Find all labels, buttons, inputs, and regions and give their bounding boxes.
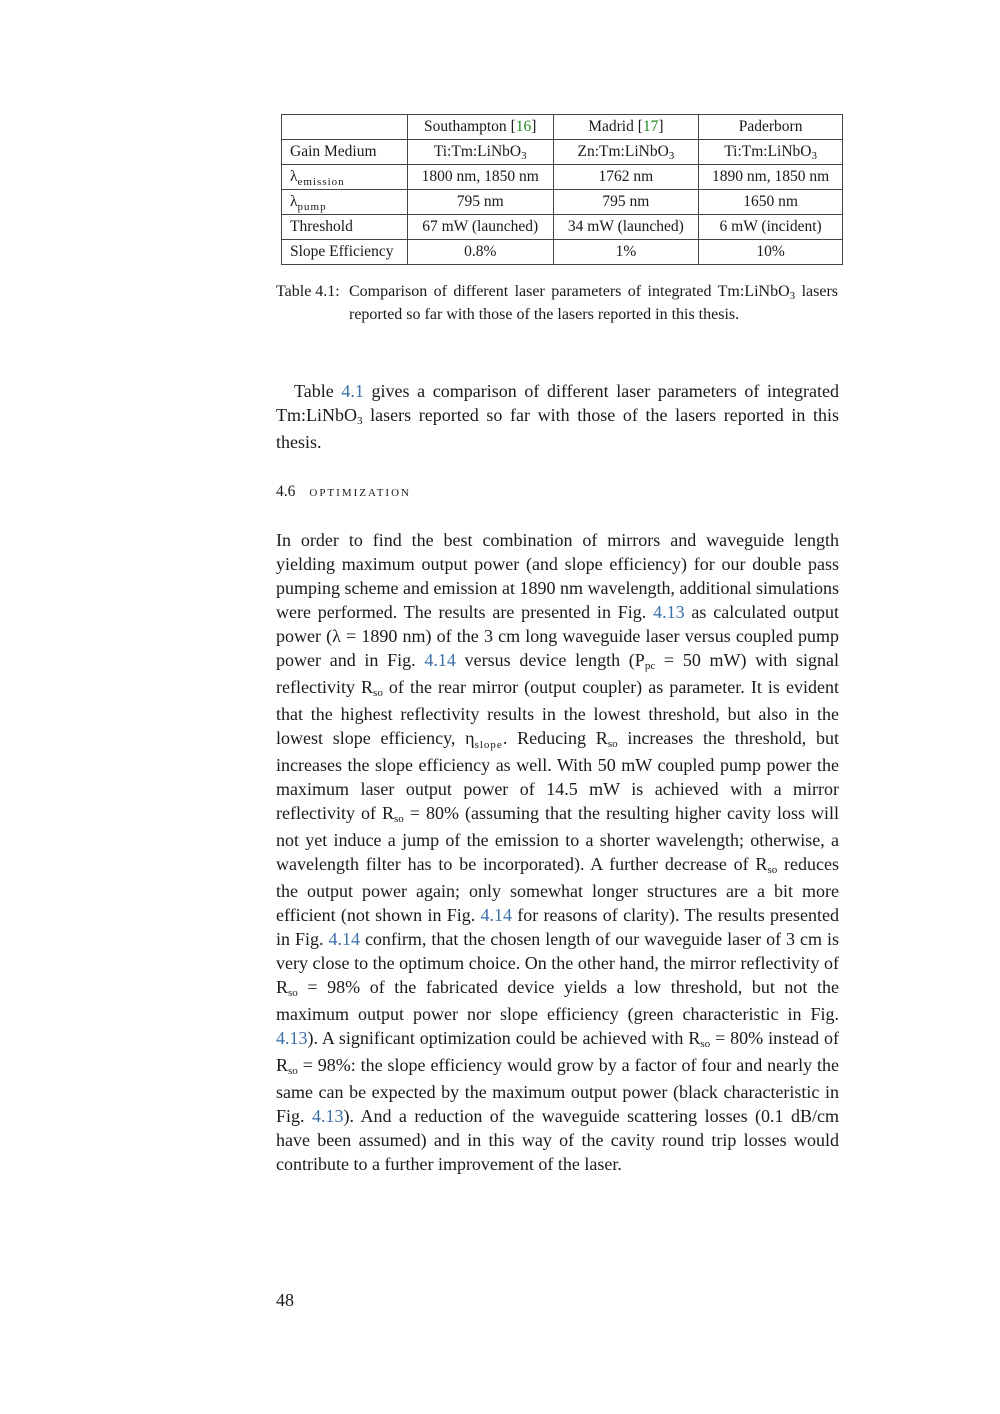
- cell-gain-paderborn: [699, 140, 843, 165]
- table-row: [282, 190, 843, 215]
- cell-slope-madrid: 1%: [553, 240, 699, 265]
- row-label-lambda-emission: [282, 165, 408, 190]
- text-run: of the rear mirror (output coupler) as parameter. It is evident that the highest reflectivity results in the lowest threshold, but also in the lowest slope efficiency, η: [276, 677, 839, 748]
- table-row: [282, 140, 843, 165]
- text-run: In order to find the best combination of mirrors and waveguide length yielding maximum output power (and slope efficiency) for our double pass pumping scheme and emission at 1890 nm wavelength, additional simulations were performed. The results are presented in Fig.: [276, 530, 839, 622]
- figure-ref-link[interactable]: 4.14: [424, 650, 456, 670]
- text-run: ). And a reduction of the waveguide scattering losses (0.1 dB/cm have been assumed) and in this way of the cavity round trip losses would contribute to a further improvement of the laser.: [276, 1106, 839, 1174]
- cell-text: Ti:Tm:LiNbO: [433, 143, 522, 161]
- subscript: 3: [789, 290, 796, 302]
- caption-text-a: Comparison of different laser parameters of integrated Tm:LiNbO: [349, 283, 790, 300]
- subscript: so: [288, 1065, 298, 1077]
- text-run: Table: [294, 381, 342, 401]
- paragraph-optimization: [276, 528, 839, 1176]
- caption-text-b: lasers reported so far with those of the lasers reported in this thesis.: [349, 283, 839, 323]
- cell-gain-madrid: [553, 140, 699, 165]
- text-run: = 98%: the slope efficiency would grow by a factor of four and nearly the same can be expected by the maximum output power (black characteristic in Fig.: [276, 1055, 839, 1126]
- subscript: so: [700, 1038, 711, 1050]
- row-label-lambda-pump: [282, 190, 408, 215]
- lambda-symbol: λ: [290, 193, 298, 211]
- figure-ref-link[interactable]: 4.14: [480, 905, 513, 925]
- cell-pump-paderborn: 1650 nm: [699, 190, 843, 215]
- cell-emission-madrid: 1762 nm: [553, 165, 699, 190]
- paragraph-table-intro: [276, 379, 839, 454]
- row-label-gain-medium: Gain Medium: [282, 140, 408, 165]
- table-row: [282, 215, 843, 240]
- cell-slope-paderborn: 10%: [699, 240, 843, 265]
- cell-threshold-madrid: 34 mW (launched): [553, 215, 699, 240]
- row-label-slope-efficiency: Slope Efficiency: [282, 240, 408, 265]
- table-corner-cell: [282, 115, 408, 140]
- citation-link-16[interactable]: 16: [515, 118, 532, 136]
- text-run: gives a comparison of different laser parameters of integrated Tm:LiNbO: [276, 381, 839, 425]
- table-ref-link[interactable]: 4.1: [341, 381, 364, 401]
- caption-label: Table 4.1:: [276, 283, 340, 300]
- citation-link-17[interactable]: 17: [642, 118, 659, 136]
- subscript: 3: [811, 150, 817, 163]
- subscript: so: [288, 987, 298, 999]
- text-run: increases the threshold, but increases the slope efficiency as well. With 50 mW coupled pump power the maximum laser output power of 14.5 mW is achieved with a mirror reflectivity of R: [276, 728, 840, 823]
- table-row: [282, 165, 843, 190]
- table-caption: [276, 281, 838, 325]
- cell-text: Zn:Tm:LiNbO: [577, 143, 669, 161]
- text-run: = 80% (assuming that the resulting higher cavity loss will not yet induce a jump of the emission to a shorter wavelength; otherwise, a wavelength filter has to be incorporated). A further decrease of R: [276, 803, 840, 874]
- subscript: so: [373, 687, 383, 699]
- lambda-symbol: λ: [290, 168, 298, 186]
- subscript: 3: [357, 415, 363, 427]
- figure-ref-link[interactable]: 4.13: [653, 602, 685, 622]
- cell-gain-southampton: [407, 140, 553, 165]
- cell-pump-southampton: 795 nm: [407, 190, 553, 215]
- subscript: so: [607, 738, 618, 750]
- subscript: emission: [297, 176, 345, 189]
- subscript: 3: [668, 150, 675, 163]
- subscript: slope: [474, 739, 503, 751]
- cell-text: Ti:Tm:LiNbO: [724, 143, 812, 161]
- subscript: so: [767, 864, 778, 876]
- header-paderborn: Paderborn: [699, 115, 843, 140]
- row-label-threshold: Threshold: [282, 215, 408, 240]
- comparison-table: [281, 114, 843, 265]
- text-run: as calculated output power (λ = 1890 nm) of the 3 cm long waveguide laser versus coupled pump power and in Fig.: [276, 602, 839, 670]
- text-run: = 50 mW) with signal reflectivity R: [276, 650, 839, 697]
- caption-text: [349, 281, 838, 325]
- cell-emission-southampton: 1800 nm, 1850 nm: [407, 165, 553, 190]
- text-run: confirm, that the chosen length of our waveguide laser of 3 cm is very close to the optimum choice. On the other hand, the mirror reflectivity of R: [276, 929, 839, 997]
- text-run: reduces the output power again; only somewhat longer structures are a bit more efficient (not shown in Fig.: [276, 854, 839, 925]
- header-madrid: Madrid [17]: [553, 115, 699, 140]
- text-run: = 98% of the fabricated device yields a low threshold, but not the maximum output power nor slope efficiency (green characteristic in Fig.: [276, 977, 839, 1024]
- text-run: lasers reported so far with those of the lasers reported in this thesis.: [276, 405, 839, 452]
- subscript: pump: [297, 201, 327, 214]
- figure-ref-link[interactable]: 4.13: [276, 1028, 308, 1048]
- subscript: so: [394, 813, 404, 825]
- table-row: [282, 240, 843, 265]
- header-southampton-label: Southampton: [424, 118, 507, 136]
- text-run: ). A significant optimization could be achieved with R: [307, 1028, 701, 1048]
- table-header-row: [282, 115, 843, 140]
- section-number: 4.6: [276, 483, 296, 500]
- subscript: pc: [644, 660, 656, 672]
- cell-emission-paderborn: 1890 nm, 1850 nm: [699, 165, 843, 190]
- figure-ref-link[interactable]: 4.13: [311, 1106, 344, 1126]
- text-run: = 80% instead of R: [276, 1028, 840, 1075]
- cell-pump-madrid: 795 nm: [553, 190, 699, 215]
- text-run: versus device length (P: [455, 650, 645, 670]
- section-title: optimization: [309, 483, 411, 500]
- cell-slope-southampton: 0.8%: [407, 240, 553, 265]
- header-southampton: Southampton [16]: [407, 115, 553, 140]
- section-heading: [276, 483, 411, 501]
- page-number: 48: [276, 1290, 294, 1310]
- cell-threshold-southampton: 67 mW (launched): [407, 215, 553, 240]
- text-run: . Reducing R: [502, 728, 608, 748]
- cell-threshold-paderborn: 6 mW (incident): [699, 215, 843, 240]
- subscript: 3: [521, 150, 527, 163]
- text-run: for reasons of clarity). The results presented in Fig.: [276, 905, 839, 949]
- header-madrid-label: Madrid: [588, 118, 634, 136]
- figure-ref-link[interactable]: 4.14: [328, 929, 360, 949]
